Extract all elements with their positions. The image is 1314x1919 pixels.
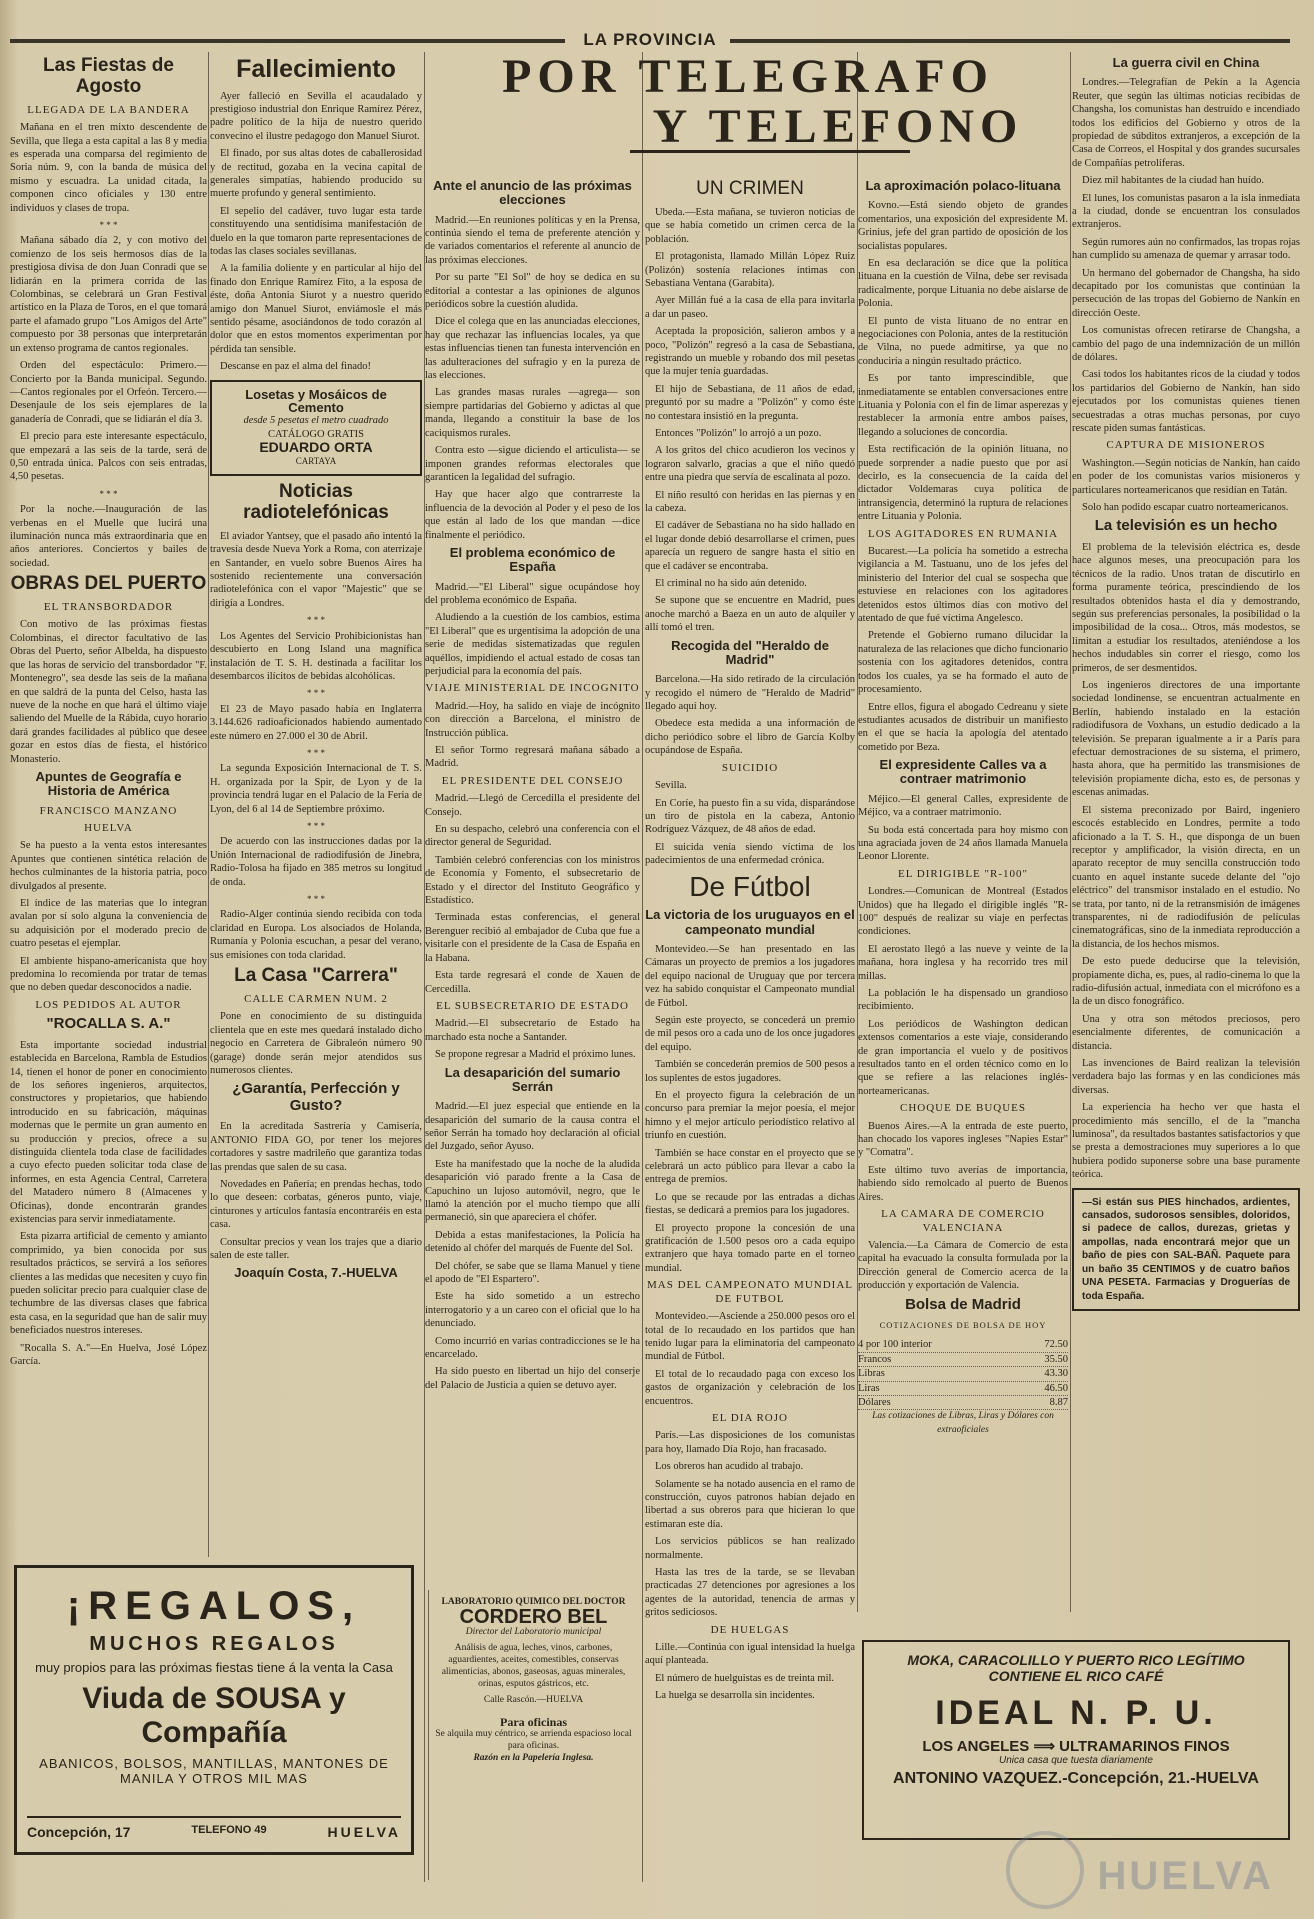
paragraph: Con motivo de las próximas fiestas Colombinas, el director facultativo de las Obras del Puerto, señor Albelda, ha dispuesto que las horas de servicio del transbordador "F. Montenegro", sea desde las seis de la mañana en que saldrá de la punta del Celso, hasta las nueve de la noche en que hará el último viaje saliendo del Muelle de la Rábida, cuyo horario dará grandes facilidades al público que desee gozar en estos días de fiesta, el histórico Monasterio. bbox=[10, 619, 207, 765]
paragraph: Consultar precios y vean los trajes que a diario salen de este taller. bbox=[210, 1236, 422, 1262]
bolsa-row bbox=[858, 1338, 1068, 1352]
paragraph: De esto puede deducirse que la televisión, propiamente dicha, es, pues, al radio-cinema lo que la radio-difusión actual, inmediata con el micrófono es a la de un disco fonográfico. bbox=[1072, 956, 1300, 1008]
bolsa-label: Liras bbox=[858, 1382, 880, 1394]
headline-television: La televisión es un hecho bbox=[1094, 517, 1278, 535]
column-4 bbox=[645, 175, 855, 1845]
column-rule bbox=[1070, 52, 1071, 1612]
paragraph: Hay que hacer algo que contrarreste la influencia de la devoción al Poder y el peso de los que están al lado de los que mandan —dice finalmente el periódico. bbox=[425, 489, 640, 541]
signature: Joaquín Costa, 7.-HUELVA bbox=[234, 1265, 398, 1281]
paragraph: Su boda está concertada para hoy mismo con una agraciada joven de 24 años llamada Manuela Leonor Llorente. bbox=[858, 824, 1068, 863]
ad-footer bbox=[27, 1816, 401, 1840]
paragraph: Solo han podido escapar cuatro norteamericanos. bbox=[1082, 502, 1289, 514]
ad-line: Director del Laboratorio municipal bbox=[465, 1627, 602, 1637]
paragraph: El total de lo recaudado paga con exceso los gastos de organización y celebración de los encuentros. bbox=[645, 1368, 855, 1407]
bolsa-value: 8.87 bbox=[1049, 1397, 1068, 1409]
bolsa-value: 35.50 bbox=[1044, 1353, 1068, 1365]
paragraph: Esta importante sociedad industrial establecida en Barcelona, Rambla de Estudios 14, tienen el honor de poner en conocimiento de los señores ingenieros, arquitectos, constructores y propietarios, que habiendo introducido en su fabricación, máquinas modernas que le permite un gran aumento en su producción y precios, ofrece a su distinguida clientela toda clase de facilidades a cuyo efecto pueden solicitar toda clase de informes, en esta Agencia Central, Carretera del Matadero número 8 (Almacenes y Oficinas), donde encontrarán grandes existencias para servir inmediatamente. bbox=[10, 1039, 207, 1226]
subhead: HUELVA bbox=[84, 821, 133, 834]
paragraph: Madrid.—El subsecretario de Estado ha marchado esta noche a Santander. bbox=[425, 1018, 640, 1043]
paragraph: Barcelona.—Ha sido retirado de la circulación y recogido el número de "Heraldo de Madrid" llegado aquí hoy. bbox=[645, 674, 855, 713]
paragraph: El 23 de Mayo pasado había en Inglaterra 3.144.626 radioaficionados habiendo aumentado este número en 27.000 el 30 de Abril. bbox=[210, 703, 422, 742]
paragraph: Ayer Millán fué a la casa de ella para invitarla a dar un paseo. bbox=[645, 295, 855, 320]
headline-elecciones: Ante el anuncio de las próximas elecciones bbox=[433, 178, 632, 208]
column-2 bbox=[210, 52, 422, 1557]
paragraph: Lo que se recaude por las entradas a dichas fiestas, se dedicará a premios para los jugadores. bbox=[645, 1191, 855, 1217]
ad-phone: TELEFONO 49 bbox=[191, 1824, 267, 1836]
paragraph: El precio para este interesante espectáculo, que empezará a las seis de la tarde, será de 0,50 entrada única. Palcos con seis entradas, 4,50 pesetas. bbox=[10, 431, 207, 483]
ad-line: Calle Rascón.—HUELVA bbox=[483, 1695, 584, 1705]
subhead: LA CAMARA DE COMERCIO VALENCIANA bbox=[881, 1208, 1045, 1234]
paragraph: Novedades en Pañería; en prendas hechas, todo lo que deseen: corbatas, géneros punto, viaje, cinturones y artículos fantasía encontraréis en esta casa. bbox=[210, 1178, 422, 1231]
headline-serran: La desaparición del sumario Serrán bbox=[444, 1064, 621, 1094]
ad-line: LABORATORIO QUIMICO DEL DOCTOR bbox=[441, 1597, 626, 1607]
paragraph: Esta pizarra artificial de cemento y amianto comprimido, ya bien conocida por sus resultados prácticos, se servirá a los señores clientes a las medidas que necesiten y cuyo fin pueden solicitar precio para cualquier clase de techumbre de las diversas clases que fabrica esta casa, en la seguridad que han de salir muy beneficiados nuestros intereses. bbox=[10, 1231, 207, 1337]
paragraph: Londres.—Telegrafían de Pekín a la Agencia Reuter, que según las últimas noticias recibidas de Changsha, los comunistas han destruído e incendiado todos los edificios del Gobierno y otros de la propiedad de súbditos extranjeros, a excepción de la Casa de Correos, el Hospital y dos grandes sucursales de Compañías petrolíferas. bbox=[1072, 77, 1300, 169]
paragraph: La segunda Exposición Internacional de T. S. H. organizada por la Spir, de Lyon y de la provincia tendrá lugar en el Palacio de la Feria de Lyon, del 6 al 14 de Septiembre próximo. bbox=[210, 763, 422, 815]
paragraph: Montevideo.—Asciende a 250.000 pesos oro el total de lo recaudado en los partidos que han tenido lugar para la eliminatoria del campeonato mundial de Fútbol. bbox=[645, 1311, 855, 1363]
bolsa-note: Las cotizaciones de Libras, Liras y Dólares con extraoficiales bbox=[872, 1411, 1054, 1435]
headline-radio: Noticias radiotelefónicas bbox=[243, 481, 389, 523]
paragraph: La experiencia ha hecho ver que hasta el procedimiento más sencillo, el de la "mancha luminosa", da resultados bastantes satisfactorios y que se presta a demostraciones muy superiores a lo que hubiera podido suponerse sobre una base puramente teórica. bbox=[1072, 1102, 1300, 1181]
bolsa-label: 4 por 100 interior bbox=[858, 1339, 932, 1351]
paragraph: El aviador Yantsey, que el pasado año intentó la travesía desde Nueva York a Roma, con aterrizaje en Santander, en vuelo sobre Buenos Aires ha sostenido recientemente una conversación radiotelefónica con el vapor "Majestic" que se dirigía a Londres. bbox=[210, 530, 422, 609]
paragraph: Debida a estas manifestaciones, la Policía ha detenido al chófer del marqués de Fuente del Sol. bbox=[425, 1229, 640, 1255]
separator: * * * bbox=[99, 220, 118, 231]
paragraph: En Coríe, ha puesto fin a su vida, disparándose un tiro de pistola en la cabeza, Antonio Rodríguez Vázquez, de 48 años de edad. bbox=[645, 797, 855, 836]
paragraph: Radio-Alger continúa siendo recibida con toda claridad en Europa. Los alsociados de Holanda, Rumanía y Polonia escuchan, a pesar del verano, sus emisiones con toda claridad. bbox=[210, 909, 422, 961]
subhead: DE HUELGAS bbox=[710, 1623, 790, 1636]
paragraph: El niño resultó con heridas en las piernas y en la cabeza. bbox=[645, 489, 855, 515]
subhead: EL TRANSBORDADOR bbox=[43, 601, 174, 614]
paragraph: La población le ha dispensado un grandioso recibimiento. bbox=[858, 988, 1068, 1013]
paragraph: El lunes, los comunistas pasaron a la isla inmediata a la ciudad, donde se encuentran los consulados extranjeros. bbox=[1072, 192, 1300, 231]
paragraph: Según este proyecto, se concederá un premio de mil pesos oro a cada uno de los once jugadores del equipo. bbox=[645, 1014, 855, 1053]
ad-line: Unica casa que tuesta diariamente bbox=[999, 1755, 1153, 1766]
paragraph: Madrid.—"El Liberal" sigue ocupándose hoy del problema económico de España. bbox=[425, 581, 640, 606]
paragraph: Aceptada la proposición, salieron ambos y a poco, "Polizón" regresó a la casa de Sebastiana, registrando un mueble y robando dos mil pesetas que la mujer tenía guardadas. bbox=[645, 326, 855, 378]
paragraph: Por su parte "El Sol" de hoy se dedica en su editorial a contestar a las opiniones de algunos periódicos sobre la cuestión aludida. bbox=[425, 272, 640, 311]
paragraph: Solamente se ha notado ausencia en el ramo de construcción, cuyos patronos habían dejado en libertad a sus obreros para que hicieran lo que estimaran este día. bbox=[645, 1478, 855, 1530]
paragraph: Contra esto —sigue diciendo el articulista— se imponen grandes reformas electorales que garanticen la legalidad del sufragio. bbox=[425, 445, 640, 483]
paragraph: Según rumores aún no confirmados, las tropas rojas han cumplido su amenaza de quemar y arrasar todo. bbox=[1072, 236, 1300, 262]
paragraph: En el proyecto figura la celebración de un concurso para premiar la mejor poesía, el mejor himno y el mejor artículo periodístico relativo al triunfo en cuestión. bbox=[645, 1090, 855, 1142]
headline-china: La guerra civil en China bbox=[1112, 55, 1260, 70]
ad-line: MUCHOS REGALOS bbox=[89, 1633, 339, 1655]
main-headline-line2: Y TELEFONO bbox=[652, 100, 1024, 153]
paragraph: Mañana en el tren mixto descendente de Sevilla, que llega a esta capital a las 8 y media es esperada una comparsa del regimiento de Soria núm. 9, con la banda de música del mismo y escuadra. La unidad citada, la componen cinco oficiales y 130 entre individuos y clases de tropa. bbox=[10, 122, 207, 214]
paragraph: Londres.—Comunican de Montreal (Estados Unidos) que ha llegado el dirigible inglés "R-100" después de realizar su viaje en perfectas condiciones. bbox=[858, 886, 1068, 938]
bolsa-table bbox=[858, 1338, 1068, 1410]
headline-garantia: ¿Garantía, Perfección y Gusto? bbox=[232, 1080, 400, 1114]
separator: * * * bbox=[307, 894, 325, 904]
paragraph: Bucarest.—La policía ha sometido a estrecha vigilancia a M. Tastuanu, uno de los jefes del ministerio del Interior del cual se sospecha que estuviese en relaciones con los agitadores detenidos estos últimos días con motivo del atentado de que fué víctima Angelesco. bbox=[858, 546, 1068, 625]
paragraph: Ayer falleció en Sevilla el acaudalado y prestigioso industrial don Enrique Ramírez Pérez, padre político de la hija de nuestro querido convecino el ilustre pedagogo don Manuel Siurot. bbox=[210, 90, 422, 142]
paragraph: Terminada estas conferencias, el general Berenguer recibió al embajador de Cuba que fue a visitarle con el presidente de la Casa de España en la Habana. bbox=[425, 912, 640, 964]
paragraph: Sevilla. bbox=[655, 780, 687, 792]
signature: "Rocalla S. A."—En Huelva, José López García. bbox=[10, 1342, 207, 1368]
headline-fallecimiento: Fallecimiento bbox=[236, 55, 396, 83]
ad-regalos bbox=[14, 1565, 414, 1855]
paragraph: Los Agentes del Servicio Prohibicionistas han descubierto en Long Island una magnífica instalación de T. S. H. destinada a facilitar los desembarcos ilícitos de bebidas alcohólicas. bbox=[210, 630, 422, 682]
ad-line: MOKA, CARACOLILLO Y PUERTO RICO LEGÍTIMO bbox=[907, 1652, 1245, 1668]
ad-line: ABANICOS, BOLSOS, MANTILLAS, MANTONES DE MANILA Y OTROS MIL MAS bbox=[39, 1756, 389, 1786]
paragraph: Los comunistas ofrecen retirarse de Changsha, a cambio del pago de una indemnización de un millón de dólares. bbox=[1072, 325, 1300, 364]
headline-bolsa: Bolsa de Madrid bbox=[905, 1295, 1021, 1313]
subhead: LOS PEDIDOS AL AUTOR bbox=[35, 998, 182, 1011]
masthead bbox=[10, 30, 1300, 50]
subhead: EL PRESIDENTE DEL CONSEJO bbox=[441, 774, 624, 787]
headline-calles: El expresidente Calles va a contraer matrimonio bbox=[879, 757, 1047, 787]
ad-cafe-ideal bbox=[862, 1640, 1290, 1840]
paragraph: También se concederán premios de 500 pesos a los suplentes de estos jugadores. bbox=[645, 1059, 855, 1084]
paragraph: El sepelio del cadáver, tuvo lugar esta tarde constituyendo una sentidísima manifestación de duelo en la que tomaron parte representaciones de todas las clases sociales sevillanas. bbox=[210, 205, 422, 257]
paragraph: El protagonista, llamado Millán López Ruiz (Polizón) sostenía relaciones íntimas con Sebastiana Ventana (Garabita). bbox=[645, 251, 855, 289]
subhead: SUICIDIO bbox=[721, 761, 779, 774]
main-headline bbox=[428, 50, 1068, 153]
paragraph: Las grandes masas rurales —agrega— son siempre partidarias del Gobierno y adictas al que manda, llegando a constituir la base de los caciquismos rurales. bbox=[425, 387, 640, 439]
headline-uruguayos: La victoria de los uruguayos en el campeonato mundial bbox=[645, 907, 855, 937]
paragraph: Obedece esta medida a una información de dicho periódico sobre el libro de García Kolby ocupándose de España. bbox=[645, 718, 855, 757]
paragraph: Es por tanto imprescindible, que inmediatamente se entablen conversaciones entre Lituania y Polonia con el fin de limar asperezas y restablecer la armonía entre ambos países, llegando a soluciones de concordia. bbox=[858, 373, 1068, 438]
bolsa-value: 46.50 bbox=[1044, 1382, 1068, 1394]
paragraph: Dice el colega que en las anunciadas elecciones, hay que rechazar las influencias locales, ya que estas influencias tienen tan funesta intervención en las adulteraciones del sufragio y en la pureza de las elecciones. bbox=[425, 316, 640, 382]
subhead: FRANCISCO MANZANO bbox=[39, 804, 178, 817]
paragraph: Aludiendo a la cuestión de los cambios, estima "El Liberal" que es urgentísima la adopción de una serie de medidas sistematizadas que regulen aquéllos, impidiendo el actual estado de cosas tan perjudicial para la economía del país. bbox=[425, 612, 640, 677]
paragraph: De acuerdo con las instrucciones dadas por la Unión Internacional de radiodifusión de Jinebra, Radio-Tolosa ha fijado en 385 metros su longitud de onda. bbox=[210, 836, 422, 888]
ad-line: EDUARDO ORTA bbox=[259, 439, 373, 456]
ad-line: CARTAYA bbox=[295, 455, 337, 466]
subhead: EL SUBSECRETARIO DE ESTADO bbox=[436, 999, 629, 1012]
paragraph: Montevideo.—Se han presentado en las Cámaras un proyecto de premios a los jugadores del equipo nacional de Uruguay que por tercera vez ha sabido conquistar el Campeonato mundial de Fútbol. bbox=[645, 943, 855, 1009]
paragraph: Los servicios públicos se han realizado normalmente. bbox=[645, 1536, 855, 1561]
paragraph: Este ha manifestado que la noche de la aludida desaparición vió parado frente a la Casa de Capuchino un lujoso automóvil, negro, que le llamó la atención por el mucho tiempo que allí permaneció, sin que apareciera el chófer. bbox=[425, 1158, 640, 1224]
paragraph: Orden del espectáculo: Primero.—Concierto por la Banda municipal. Segundo.—Cantos regionales por el Orfeón. Tercero.—Desenjaule de los seis ejemplares de la ganadería de Conradi, que se lidiarán el día 3. bbox=[10, 360, 207, 425]
subhead: COTIZACIONES DE BOLSA DE HOY bbox=[879, 1320, 1047, 1331]
paragraph: A la familia doliente y en particular al hijo del finado don Enrique Ramírez Fito, a la esposa de éste, doña Antonia Siurot y a nuestro querido amigo don Manuel Siurot, enviámosle el más sentido pésame, asociándonos de todo corazón al dolor que en estos momentos experimentan por pérdida tan sensible. bbox=[210, 263, 422, 355]
separator: * * * bbox=[307, 688, 325, 699]
ad-address: Concepción, 17 bbox=[27, 1824, 131, 1840]
column-6 bbox=[1072, 52, 1300, 1582]
paragraph: Esta rectificación de la opinión lituana, no puede sorprender a nadie puesto que por así decirlo, es la consecuencia de la caída del dictador Voldemaras cuya política de intransigencia, determinó la ruptura de relaciones entre Lituania y Polonia. bbox=[858, 444, 1068, 523]
paragraph: Entre ellos, figura el abogado Cedreanu y siete estudiantes acusados de distribuir un manifiesto en el que se hacía la apología del atentado cometido por Beza. bbox=[858, 701, 1068, 753]
ad-city: HUELVA bbox=[327, 1824, 401, 1840]
paragraph: Los periódicos de Washington dedican extensos comentarios a este viaje, considerando de gran importancia el vuelo y de positivos resultados tanto en el orden técnico como en lo que se refiere a las relaciones inglés-norteamericanas. bbox=[858, 1018, 1068, 1097]
ad-line: CONTIENE EL RICO CAFÉ bbox=[988, 1668, 1164, 1684]
paragraph: En su despacho, celebró una conferencia con el director general de Seguridad. bbox=[425, 824, 640, 849]
ad-title: Losetas y Mosáicos de Cemento bbox=[245, 386, 387, 416]
paragraph: Se supone que se encuentre en Madrid, pues anoche marchó a Baeza en un auto de alquiler y allí tomó el tren. bbox=[645, 595, 855, 634]
paragraph: Por la noche.—Inauguración de las verbenas en el Muelle que lucirá una iluminación nunca más extraordinaria que en años anteriores. Conciertos y bailes de sociedad. bbox=[10, 504, 207, 569]
paragraph: El criminal no ha sido aún detenido. bbox=[655, 578, 807, 590]
bolsa-label: Libras bbox=[858, 1368, 885, 1380]
ad-line: Análisis de agua, leches, vinos, carbones, aguardientes, aceites, comestibles, conservas alimenticias, abonos, gaseosas, aguas minerales, orinas, esputos gástricos, etc. bbox=[441, 1643, 626, 1689]
headline-obras-puerto: OBRAS DEL PUERTO bbox=[10, 573, 207, 595]
paragraph: El hijo de Sebastiana, de 11 años de edad, preguntó por su madre a "Polizón" y como éste no contestara insistió en la pregunta. bbox=[645, 383, 855, 422]
masthead-title: LA PROVINCIA bbox=[583, 30, 717, 49]
bolsa-value: 72.50 bbox=[1044, 1339, 1068, 1351]
masthead-rule-right bbox=[730, 39, 1290, 43]
bolsa-row bbox=[858, 1353, 1068, 1367]
ad-title: Para oficinas bbox=[500, 1715, 567, 1729]
paragraph: Este ha sido sometido a un estrecho interrogatorio y a un careo con el oficial que lo ha denunciado. bbox=[425, 1291, 640, 1330]
ad-line: muy propios para las próximas fiestas tiene á la venta la Casa bbox=[35, 1660, 393, 1675]
paragraph: Méjico.—El general Calles, expresidente de Méjico, va a contraer matrimonio. bbox=[858, 793, 1068, 819]
ad-title: CORDERO BEL bbox=[459, 1606, 608, 1628]
bolsa-row bbox=[858, 1396, 1068, 1410]
bolsa-label: Francos bbox=[858, 1353, 892, 1365]
headline-carrera: La Casa "Carrera" bbox=[234, 965, 398, 987]
column-rule bbox=[208, 52, 209, 1557]
paragraph: Diez mil habitantes de la ciudad han huído. bbox=[1082, 175, 1264, 187]
headline-heraldo: Recogida del "Heraldo de Madrid" bbox=[671, 637, 829, 667]
ad-line: ANTONINO VAZQUEZ.-Concepción, 21.-HUELVA bbox=[893, 1770, 1259, 1787]
separator: * * * bbox=[307, 820, 325, 831]
paragraph: Como incurrió en varias contradicciones se le ha encarcelado. bbox=[425, 1335, 640, 1361]
subhead: LLEGADA DE LA BANDERA bbox=[27, 103, 190, 116]
paragraph: Entonces "Polizón" lo arrojó a un pozo. bbox=[655, 427, 822, 439]
ad-line: desde 5 pesetas el metro cuadrado bbox=[243, 415, 389, 427]
paragraph: Washington.—Según noticias de Nankín, han caído en poder de los comunistas varios misioneros y particulares norteamericanos que residían en Tatán. bbox=[1072, 457, 1300, 496]
paragraph: Descanse en paz el alma del finado! bbox=[220, 361, 372, 373]
headline-rocalla: "ROCALLA S. A." bbox=[46, 1015, 171, 1033]
paragraph: También se hace constar en el proyecto que se celebrará un acto público para llevar a cabo la entrega de premios. bbox=[645, 1147, 855, 1186]
headline-polaco-lituana: La aproximación polaco-lituana bbox=[865, 178, 1061, 193]
headline-rule bbox=[630, 150, 910, 153]
paragraph: Pretende el Gobierno rumano dilucidar la naturaleza de las relaciones que dicho funcionario sostenía con los agitadores detenidos, contra todos los cuales, ya se ha formado el auto de procesamiento. bbox=[858, 630, 1068, 696]
paragraph: Madrid.—El juez especial que entiende en la desaparición del sumario de la causa contra el señor Serrán ha tomado hoy declaración al oficial del Juzgado, señor Ayuso. bbox=[425, 1101, 640, 1153]
headline-fiestas: Las Fiestas de Agosto bbox=[43, 55, 174, 97]
paragraph: Las invenciones de Baird realizan la televisión verdadera bajo las formas y en las condiciones más diversas. bbox=[1072, 1058, 1300, 1096]
paragraph: Mañana sábado día 2, y con motivo del comienzo de los seis hermosos días de la prestigiosa divisa de don Juan Conradi que se lidiarán en la primera corrida de las Colombinas, se celebrará un Gran Festival artístico en la Plaza de Toros, en el que tomará parte el afamado grupo "Los Amigos del Arte" compuesto por 38 personas que interpretarán un extenso programa de cantos regionales. bbox=[10, 235, 207, 354]
paragraph: El señor Tormo regresará mañana sábado a Madrid. bbox=[425, 745, 640, 770]
paragraph: El proyecto propone la concesión de una gratificación de 1.500 pesos oro a cada equipo extranjero que haya tomado parte en el torneo mundial. bbox=[645, 1222, 855, 1274]
paragraph: El sistema preconizado por Baird, ingeniero escocés establecido en Londres, permite a todo aficionado a la T. S. H., que disponga de un buen receptor y amplificador, la visión directa, en un aparato receptor de muy sencilla construcción todo cuanto en aquel instante sucede delante del "ojo eléctrico" del transmisor instalado en el estudio. No se trata, por tanto, ni de la retransmisión de imágenes transparentes, ni de radiodifusión de películas cinematográficas, sino de la inmediata reproducción a la distancia, de los hechos mismos. bbox=[1072, 804, 1300, 950]
column-rule bbox=[642, 52, 643, 1882]
paragraph: Los ingenieros directores de una importante sociedad londinense, se encuentran actualmente en Berlín, habiendo instalado en la estación radiodifusora de Voxhans, un estudio dedicado a la televisión. Se preparan igualmente a ir a París para efectuar demostraciones de su sistema, el primero, hasta ahora, que ha permitido las transmisiones de televisión propiamente dicha, esto es, de personas y escenas animadas. bbox=[1072, 680, 1300, 799]
paragraph: El ambiente hispano-americanista que hoy predomina lo recomienda por tratar de temas que no deben quedar desconocidos a nadie. bbox=[10, 955, 207, 994]
paragraph: Del chófer, se sabe que se llama Manuel y tiene el apodo de "El Espartero". bbox=[425, 1260, 640, 1285]
paragraph: Esta tarde regresará el conde de Xauen de Cercedilla. bbox=[425, 970, 640, 995]
subhead: EL DIA ROJO bbox=[712, 1411, 788, 1424]
column-1 bbox=[10, 52, 207, 1557]
paragraph: La huelga se desarrolla sin incidentes. bbox=[655, 1690, 815, 1702]
bolsa-value: 43.30 bbox=[1044, 1368, 1068, 1380]
paragraph: Pone en conocimiento de su distinguida clientela que en este mes quedará instalado dicho negocio en Carretera de Gibraleón número 90 (garage) donde serán mejor atendidos sus numerosos clientes. bbox=[210, 1011, 422, 1076]
paragraph: El finado, por sus altas dotes de caballerosidad y de rectitud, gozaba en la vecina capital de generales simpatías, habiendo producido su muerte profundo y general sentimiento. bbox=[210, 148, 422, 200]
paragraph: Lille.—Continúa con igual intensidad la huelga aquí planteada. bbox=[645, 1642, 855, 1667]
paragraph: Ubeda.—Esta mañana, se tuvieron noticias de que se había cometido un crimen cerca de la población. bbox=[645, 206, 855, 245]
main-headline-line1: POR TELEGRAFO bbox=[502, 50, 994, 103]
subhead: CAPTURA DE MISIONEROS bbox=[1106, 439, 1266, 452]
paragraph: El índice de las materias que lo integran avalan por sí solo alguna la conveniencia de su adquisición por el moderado precio de cuatro pesetas el ejemplar. bbox=[10, 897, 207, 950]
ad-title: ¡REGALOS, bbox=[66, 1584, 362, 1628]
separator: * * * bbox=[99, 488, 118, 499]
separator: * * * bbox=[307, 615, 325, 626]
subhead: LOS AGITADORES EN RUMANIA bbox=[867, 527, 1059, 540]
paragraph: Madrid.—Llegó de Cercedilla el presidente del Consejo. bbox=[425, 793, 640, 818]
subhead: VIAJE MINISTERIAL DE INCOGNITO bbox=[425, 682, 640, 695]
paragraph: Hasta las tres de la tarde, se se llevaban practicadas 27 detenciones por agresiones a los agentes de la autoridad, tenencia de armas y gritos sediciosos. bbox=[645, 1567, 855, 1619]
separator: * * * bbox=[307, 747, 325, 758]
paragraph: También celebró conferencias con los ministros de Economía y Fomento, el subsecretario de Estado y el director del Instituto Geográfico y Estadístico. bbox=[425, 854, 640, 907]
column-5 bbox=[858, 175, 1068, 1615]
paragraph: Valencia.—La Cámara de Comercio de esta capital ha evacuado la consulta formulada por la Dirección general de Comercio acerca de la producción y exportación de Valencia. bbox=[858, 1239, 1068, 1292]
headline-crimen: UN CRIMEN bbox=[696, 178, 804, 199]
headline-futbol: De Fútbol bbox=[689, 870, 811, 902]
column-3 bbox=[425, 175, 640, 1585]
subhead: MAS DEL CAMPEONATO MUNDIAL DE FUTBOL bbox=[647, 1279, 853, 1305]
paragraph: Buenos Aires.—A la entrada de este puerto, han chocado los vapores ingleses "Napies Estar" y "Comatra". bbox=[858, 1120, 1068, 1159]
paragraph: París.—Las disposiciones de los comunistas para hoy, llamado Día Rojo, han fracasado. bbox=[645, 1430, 855, 1455]
paragraph: El punto de vista lituano de no entrar en negociaciones con Polonia, antes de la restitución de Vilna, no puede admitirse, ya que no conduciría a ningún resultado práctico. bbox=[858, 315, 1068, 367]
paragraph: Madrid.—Hoy, ha salido en viaje de incógnito con dirección a Barcelona, el ministro de Instrucción pública. bbox=[425, 700, 640, 739]
subhead: CHOQUE DE BUQUES bbox=[900, 1102, 1026, 1115]
paragraph: El problema de la televisión eléctrica es, desde hace algunos meses, una preocupación para los técnicos de la radio. Unos tratan de discutirlo en forma puramente teórica, prescindiendo de los resultados obtenidos hasta el día y demostrando, según sus preferencias personales, la posibilidad o la imposibilidad de la cosa... Otros, más modestos, se limitan a estudiar los resultados, ateniéndose a los hechos indudables sin correr el riesgo, como los primeros, de ser desmentidos. bbox=[1072, 541, 1300, 674]
headline-economico: El problema económico de España bbox=[449, 544, 616, 575]
archive-logo-icon bbox=[1006, 1831, 1084, 1909]
ad-losetas bbox=[210, 380, 422, 476]
ad-title: Viuda de SOUSA y Compañía bbox=[82, 1682, 346, 1749]
bolsa-row bbox=[858, 1367, 1068, 1381]
paragraph: En la acreditada Sastrería y Camisería, ANTONIO FIDA GO, por tener los mejores cortadores y sastre madrileño que garantiza todas las prendas que salen de su casa. bbox=[210, 1121, 422, 1173]
paragraph: El cadáver de Sebastiana no ha sido hallado en el lugar donde debió desarrollarse el crimen, pues aparecía un reguero de sangre hasta el sitio en que el cadáver se encontraba. bbox=[645, 520, 855, 572]
ad-line: LOS ANGELES ⟹ ULTRAMARINOS FINOS bbox=[922, 1738, 1230, 1755]
paragraph: A los gritos del chico acudieron los vecinos y lograron salvarlo, gracias a que el niño quedó entre una piedra que servía de escalinata al pozo. bbox=[645, 445, 855, 484]
paragraph: Un hermano del gobernador de Changsha, ha sido decapitado por los comunistas que continúan la persecución de las tropas del Gobierno de Nankín en dirección Oeste. bbox=[1072, 267, 1300, 319]
subhead: EL DIRIGIBLE "R-100" bbox=[898, 867, 1028, 880]
paragraph: Una y otra son métodos preciosos, pero esencialmente diferentes, de comunicación a distancia. bbox=[1072, 1013, 1300, 1052]
paragraph: Los obreros han acudido al trabajo. bbox=[655, 1461, 804, 1473]
paragraph: En esa declaración se dice que la política lituana en la cuestión de Vilna, debe ser revisada radicalmente, porque Lituania no debe aislarse de Polonia. bbox=[858, 257, 1068, 310]
paragraph: Madrid.—En reuniones políticas y en la Prensa, continúa siendo el tema de preferente atención y de variados comentarios el referente al anuncio de las próximas elecciones. bbox=[425, 214, 640, 266]
bolsa-label: Dólares bbox=[858, 1397, 891, 1409]
paragraph: El aerostato llegó a las nueve y veinte de la mañana, hora inglesa y ha recorrido tres mil millas. bbox=[858, 943, 1068, 982]
paragraph: Kovno.—Está siendo objeto de grandes comentarios, una exposición del expresidente M. Grinius, jefe del gran partido de oposición de los socialistas populares. bbox=[858, 200, 1068, 252]
paragraph: Este último tuvo averías de importancia, habiendo sido remolcado al puerto de Buenos Aires. bbox=[858, 1164, 1068, 1203]
ad-laboratorio bbox=[428, 1590, 638, 1880]
paragraph: El suicida venía siendo víctima de los padecimientos de una enfermedad crónica. bbox=[645, 841, 855, 867]
paragraph: Se ha puesto a la venta estos interesantes Apuntes que contienen sintética relación de hechos culminantes de la historia patria, poco divulgados al presente. bbox=[10, 840, 207, 892]
paragraph: Se propone regresar a Madrid el próximo lunes. bbox=[435, 1049, 636, 1061]
paragraph: El número de huelguistas es de treinta mil. bbox=[655, 1672, 835, 1684]
ad-line: CATÁLOGO GRATIS bbox=[268, 428, 364, 440]
ad-sal-ban: —Si están sus PIES hinchados, ardientes, cansados, sudorosos sensibles, doloridos, si padece de callos, durezas, grietas y ampollas, nada encontrará mejor que un baño de pies con SAL-BAÑ. Paquete para un baño 35 CENTIMOS y de cuatro baños UNA PESETA. Farmacias y Droguerías de toda España. bbox=[1072, 1188, 1300, 1311]
bolsa-row bbox=[858, 1382, 1068, 1396]
subhead: CALLE CARMEN NUM. 2 bbox=[244, 992, 388, 1005]
ad-line: Se alquila muy céntrico, se arrienda espacioso local para oficinas. bbox=[435, 1729, 632, 1751]
headline-apuntes: Apuntes de Geografía e Historia de América bbox=[35, 768, 182, 799]
paragraph: Ha sido puesto en libertad un hijo del conserje del Palacio de Justicia a quien se detuvo ayer. bbox=[425, 1366, 640, 1391]
paragraph: Casi todos los habitantes ricos de la ciudad y todos los partidarios del Gobierno de Nankín, han sido ejecutados por los comunistas quienes tienen secuestradas a otras muchas personas, por cuyo rescate piden sumas fantásticas. bbox=[1072, 369, 1300, 435]
masthead-rule-left bbox=[10, 39, 565, 43]
ad-line: Razón en la Papelería Inglesa. bbox=[473, 1753, 594, 1763]
ad-title: IDEAL N. P. U. bbox=[935, 1694, 1217, 1732]
watermark: HUELVA bbox=[1097, 1854, 1274, 1898]
